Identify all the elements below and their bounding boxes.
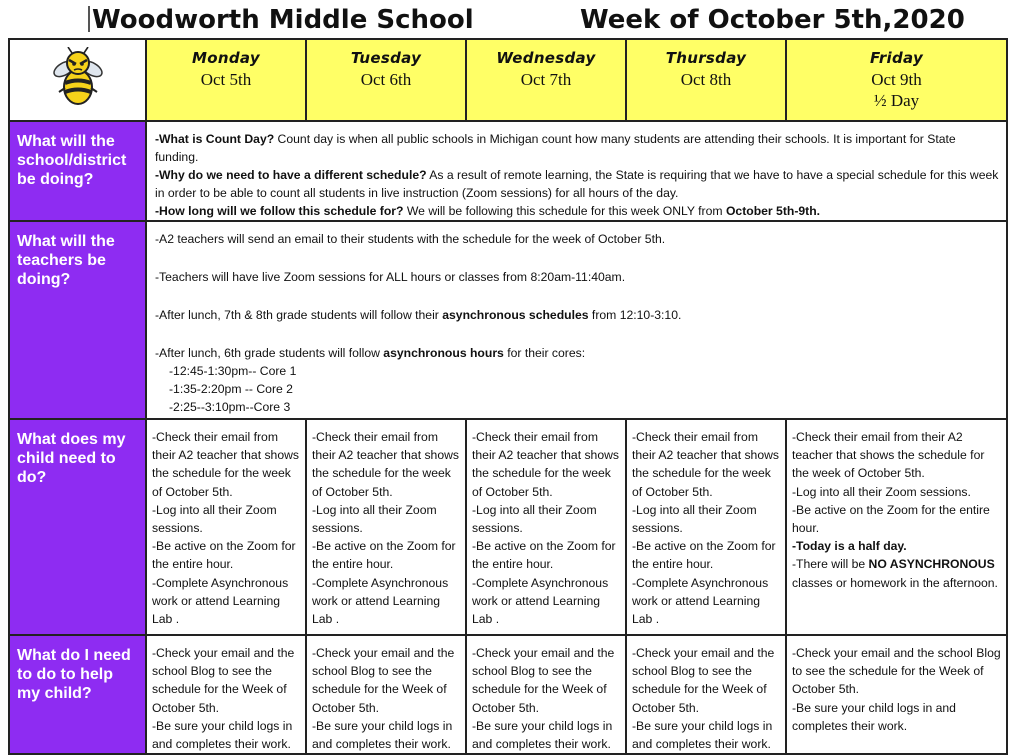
day-header-tuesday — [306, 39, 466, 121]
parent-wednesday — [466, 635, 626, 754]
list-item: -Be sure your child logs in and completes their work. — [312, 718, 453, 752]
parent-thursday — [626, 635, 786, 754]
list-item: -Be sure your child logs in and completes their work. — [632, 718, 773, 752]
list-item: -Check your email and the school Blog to see the schedule for the Week of October 5th. — [152, 646, 295, 715]
list-item — [792, 537, 1002, 555]
answer: We will be following this schedule for this week ONLY from — [403, 204, 726, 218]
row-label-teachers: What will the teachers be doing? — [9, 221, 146, 419]
text: from 12:10-3:10. — [588, 308, 682, 322]
half-day-emphasis: -Today is a half day. — [792, 539, 907, 554]
day-date: Oct 8th — [680, 70, 732, 89]
weekly-schedule-table — [8, 38, 1008, 755]
core-2: -1:35-2:20pm -- Core 2 — [169, 382, 293, 396]
grade6-item — [155, 344, 1000, 362]
day-header-friday — [786, 39, 1007, 121]
text: for their cores: — [503, 346, 586, 360]
day-name: Thursday — [665, 49, 747, 67]
emphasis: NO ASYNCHRONOUS — [868, 557, 995, 572]
list-item: -Check your email and the school Blog to see the schedule for the Week of October 5th. — [472, 646, 615, 715]
grade78-item — [155, 306, 1000, 324]
list-item: -Check their email from their A2 teacher that shows the schedule for the week of October 5th. — [632, 430, 780, 499]
emphasis: asynchronous schedules — [442, 308, 589, 322]
parent-row — [9, 635, 1007, 754]
text: -After lunch, 7th & 8th grade students will follow their — [155, 308, 443, 322]
schedule-duration-item — [155, 202, 1000, 220]
day-name: Wednesday — [496, 49, 596, 67]
teachers-content — [146, 221, 1007, 419]
list-item: -Be sure your child logs in and completes their work. — [152, 718, 293, 752]
day-header-monday — [146, 39, 306, 121]
day-name: Monday — [192, 49, 260, 67]
logo-cell — [9, 39, 146, 121]
question: -Why do we need to have a different schedule? — [155, 168, 427, 182]
child-wednesday — [466, 419, 626, 635]
list-item: -Log into all their Zoom sessions. — [632, 502, 757, 536]
parent-tuesday — [306, 635, 466, 754]
child-friday — [786, 419, 1007, 635]
list-item: -Check your email and the school Blog to see the schedule for the Week of October 5th. — [312, 646, 455, 715]
day-name: Tuesday — [350, 49, 422, 67]
list-item: -Check their email from their A2 teacher that shows the schedule for the week of October 5th. — [152, 430, 300, 499]
teachers-row — [9, 221, 1007, 419]
list-item: -Log into all their Zoom sessions. — [152, 502, 277, 536]
text: classes or homework in the afternoon. — [792, 575, 998, 590]
list-item: -Complete Asynchronous work or attend Learning Lab . — [152, 575, 289, 627]
day-date: Oct 5th — [200, 70, 252, 89]
count-day-item — [155, 130, 1000, 166]
row-label-parent: What do I need to do to help my child? — [9, 635, 146, 754]
list-item — [792, 555, 1002, 591]
core-3: -2:25--3:10pm--Core 3 — [169, 400, 291, 414]
text: -After lunch, 6th grade students will follow — [155, 346, 384, 360]
list-item: -Be active on the Zoom for the entire hour. — [152, 539, 296, 572]
list-item: -Log into all their Zoom sessions. — [792, 484, 971, 499]
row-label-school: What will the school/district be doing? — [9, 121, 146, 221]
teacher-zoom-item: -Teachers will have live Zoom sessions for ALL hours or classes from 8:20am-11:40am. — [155, 270, 626, 284]
day-date: Oct 9th — [871, 70, 922, 89]
half-day-note: ½ Day — [873, 91, 920, 110]
list-item: -Log into all their Zoom sessions. — [312, 502, 437, 536]
list-item: -Be active on the Zoom for the entire hour. — [792, 502, 990, 536]
child-thursday — [626, 419, 786, 635]
child-row — [9, 419, 1007, 635]
question: -How long will we follow this schedule for? — [155, 204, 404, 218]
list-item: -Check their email from their A2 teacher that shows the schedule for the week of October 5th. — [792, 430, 985, 481]
day-header-wednesday — [466, 39, 626, 121]
emphasis: asynchronous hours — [383, 346, 504, 360]
day-date: Oct 6th — [360, 70, 412, 89]
core-1: -12:45-1:30pm-- Core 1 — [169, 364, 297, 378]
child-monday — [146, 419, 306, 635]
question: -What is Count Day? — [155, 132, 275, 146]
list-item: -Be active on the Zoom for the entire hour. — [632, 539, 776, 572]
list-item: -Complete Asynchronous work or attend Learning Lab . — [312, 575, 449, 627]
row-label-child: What does my child need to do? — [9, 419, 146, 635]
school-title: Woodworth Middle School — [92, 5, 474, 35]
parent-monday — [146, 635, 306, 754]
list-item: -Check their email from their A2 teacher that shows the schedule for the week of October 5th. — [472, 430, 620, 499]
parent-friday — [786, 635, 1007, 754]
day-header-thursday — [626, 39, 786, 121]
week-title: Week of October 5th,2020 — [580, 5, 965, 35]
text: -There will be — [792, 557, 869, 572]
school-content — [146, 121, 1007, 221]
date-range: October 5th-9th. — [725, 204, 821, 218]
list-item: -Complete Asynchronous work or attend Learning Lab . — [472, 575, 609, 627]
child-tuesday — [306, 419, 466, 635]
list-item: -Check your email and the school Blog to see the schedule for the Week of October 5th. — [792, 646, 1001, 697]
schedule-reason-item — [155, 166, 1000, 202]
list-item: -Be sure your child logs in and completes their work. — [472, 718, 613, 752]
day-date: Oct 7th — [520, 70, 572, 89]
school-row — [9, 121, 1007, 221]
list-item: -Check your email and the school Blog to see the schedule for the Week of October 5th. — [632, 646, 775, 715]
answer: As a result of remote learning, the State is requiring that we have to have a special schedule for this week in order to be able to count all students in live instruction (Zoom sessions) for all hours of the day. — [155, 168, 999, 200]
list-item: -Be active on the Zoom for the entire hour. — [472, 539, 616, 572]
text-cursor — [88, 6, 90, 32]
hornet-mascot-icon — [46, 47, 110, 109]
teacher-email-item: -A2 teachers will send an email to their students with the schedule for the week of October 5th. — [155, 232, 666, 246]
list-item: -Be sure your child logs in and completes their work. — [792, 700, 956, 733]
day-name: Friday — [869, 49, 924, 67]
list-item: -Complete Asynchronous work or attend Learning Lab . — [632, 575, 769, 627]
day-header-row — [9, 39, 1007, 121]
answer: Count day is when all public schools in Michigan count how many students are attending their schools. It is important for State funding. — [155, 132, 956, 164]
list-item: -Log into all their Zoom sessions. — [472, 502, 597, 536]
list-item: -Be active on the Zoom for the entire hour. — [312, 539, 456, 572]
list-item: -Check their email from their A2 teacher that shows the schedule for the week of October 5th. — [312, 430, 460, 499]
